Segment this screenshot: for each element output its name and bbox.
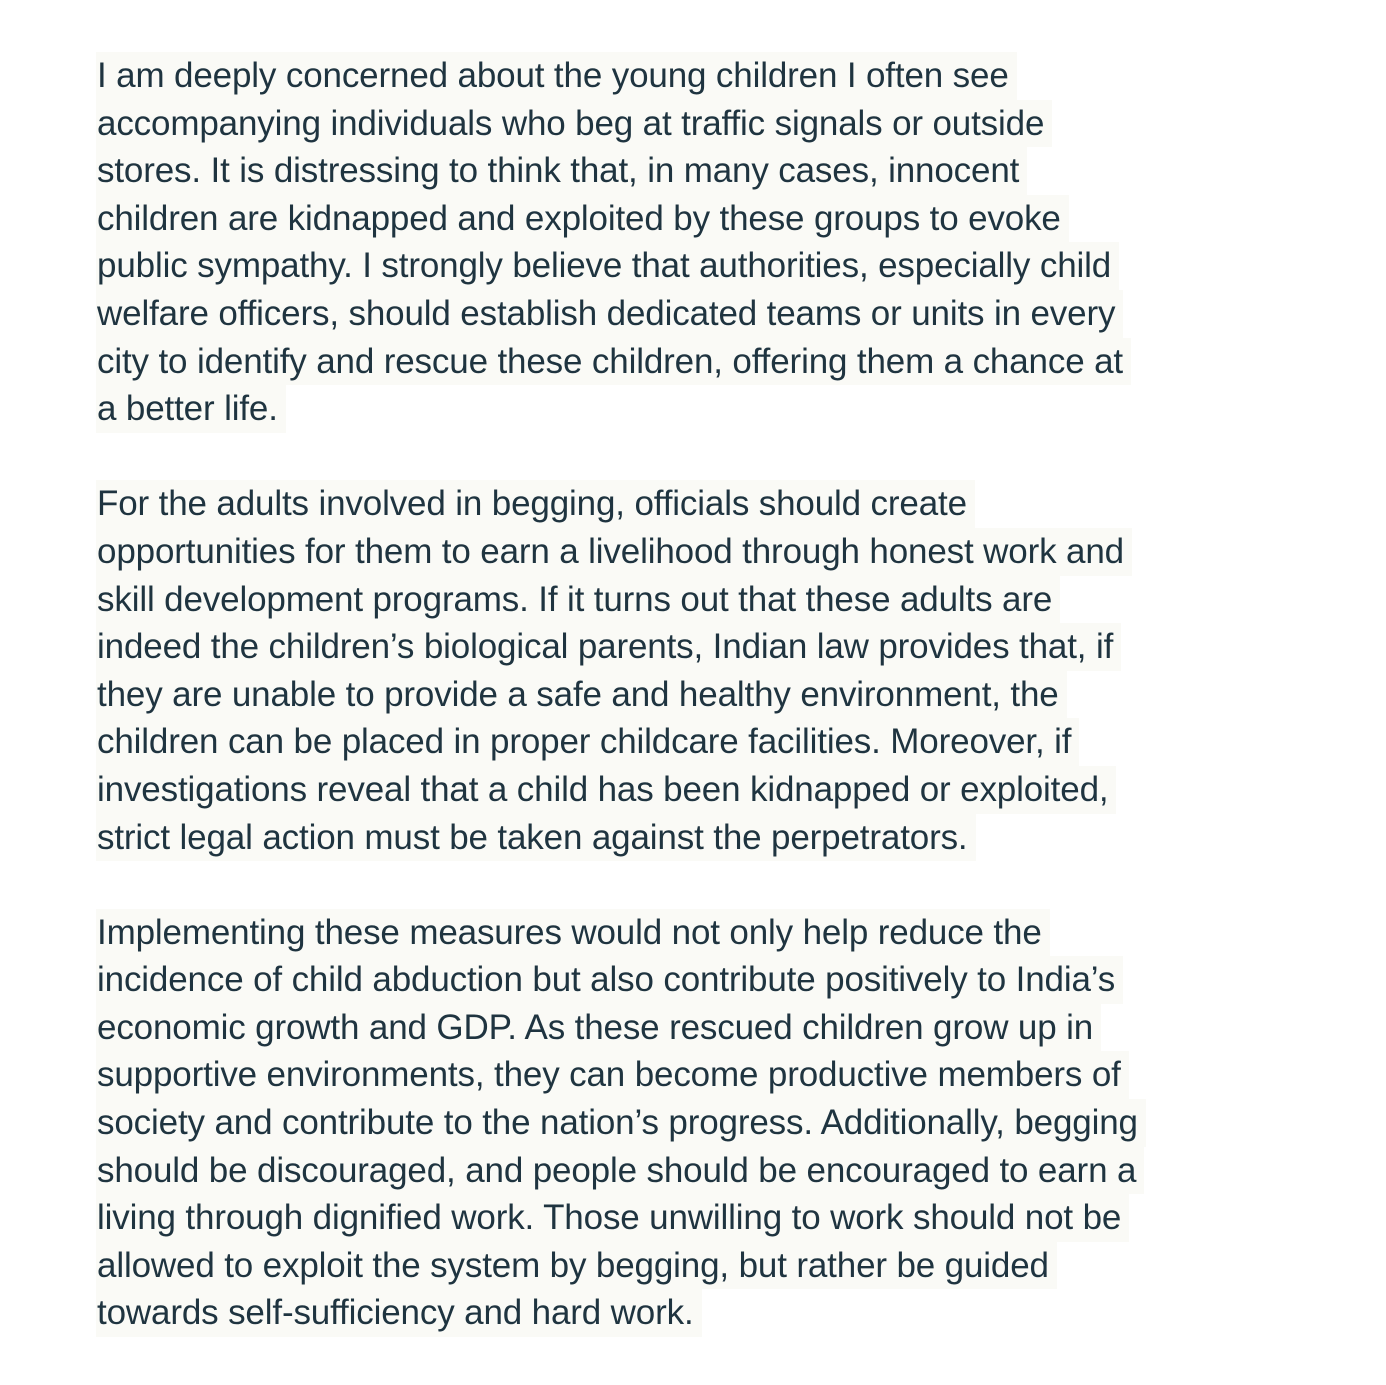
text-line xyxy=(96,814,1336,862)
text-line-content: society and contribute to the nation’s progress. Additionally, begging xyxy=(96,1099,1146,1147)
text-line-content: should be discouraged, and people should be encouraged to earn a xyxy=(96,1147,1144,1195)
text-line xyxy=(96,1004,1336,1052)
text-line xyxy=(96,195,1336,243)
text-line-content: city to identify and rescue these children, offering them a chance at xyxy=(96,338,1131,386)
text-line-content: welfare officers, should establish dedicated teams or units in every xyxy=(96,290,1123,338)
text-line xyxy=(96,956,1336,1004)
text-line xyxy=(96,909,1336,957)
text-line-content: they are unable to provide a safe and healthy environment, the xyxy=(96,671,1067,719)
text-line-content: a better life. xyxy=(96,385,286,433)
text-line-content: children can be placed in proper childcare facilities. Moreover, if xyxy=(96,718,1079,766)
text-line xyxy=(96,1051,1336,1099)
text-line xyxy=(96,623,1336,671)
text-line-content: accompanying individuals who beg at traffic signals or outside xyxy=(96,100,1052,148)
paragraph-2 xyxy=(96,480,1336,861)
text-line-content: supportive environments, they can become productive members of xyxy=(96,1051,1129,1099)
text-line-content: public sympathy. I strongly believe that authorities, especially child xyxy=(96,242,1119,290)
text-line xyxy=(96,766,1336,814)
text-line xyxy=(96,1147,1336,1195)
text-line-content: children are kidnapped and exploited by these groups to evoke xyxy=(96,195,1069,243)
text-line xyxy=(96,100,1336,148)
text-line-content: strict legal action must be taken against the perpetrators. xyxy=(96,814,976,862)
text-line xyxy=(96,52,1336,100)
text-line xyxy=(96,385,1336,433)
text-line-content: towards self-sufficiency and hard work. xyxy=(96,1289,702,1337)
text-line-content: For the adults involved in begging, officials should create xyxy=(96,480,975,528)
text-line-content: economic growth and GDP. As these rescued children grow up in xyxy=(96,1004,1101,1052)
text-line-content: skill development programs. If it turns out that these adults are xyxy=(96,576,1060,624)
text-line-content: indeed the children’s biological parents, Indian law provides that, if xyxy=(96,623,1121,671)
paragraph-1 xyxy=(96,52,1336,433)
text-line-content: living through dignified work. Those unwilling to work should not be xyxy=(96,1194,1129,1242)
text-line xyxy=(96,290,1336,338)
text-line-content: allowed to exploit the system by begging, but rather be guided xyxy=(96,1242,1057,1290)
text-line xyxy=(96,147,1336,195)
text-line-content: I am deeply concerned about the young children I often see xyxy=(96,52,1017,100)
text-line-content: incidence of child abduction but also contribute positively to India’s xyxy=(96,956,1123,1004)
text-line-content: Implementing these measures would not only help reduce the xyxy=(96,909,1050,957)
text-line-content: opportunities for them to earn a livelihood through honest work and xyxy=(96,528,1132,576)
text-line xyxy=(96,338,1336,386)
text-line xyxy=(96,1289,1336,1337)
text-line xyxy=(96,671,1336,719)
paragraph-3 xyxy=(96,909,1336,1337)
text-line xyxy=(96,528,1336,576)
text-line-content: investigations reveal that a child has been kidnapped or exploited, xyxy=(96,766,1116,814)
text-line xyxy=(96,576,1336,624)
document-body xyxy=(96,52,1336,1385)
text-line xyxy=(96,480,1336,528)
text-line-content: stores. It is distressing to think that, in many cases, innocent xyxy=(96,147,1027,195)
text-line xyxy=(96,1099,1336,1147)
text-line xyxy=(96,242,1336,290)
text-line xyxy=(96,1194,1336,1242)
text-line xyxy=(96,718,1336,766)
text-line xyxy=(96,1242,1336,1290)
